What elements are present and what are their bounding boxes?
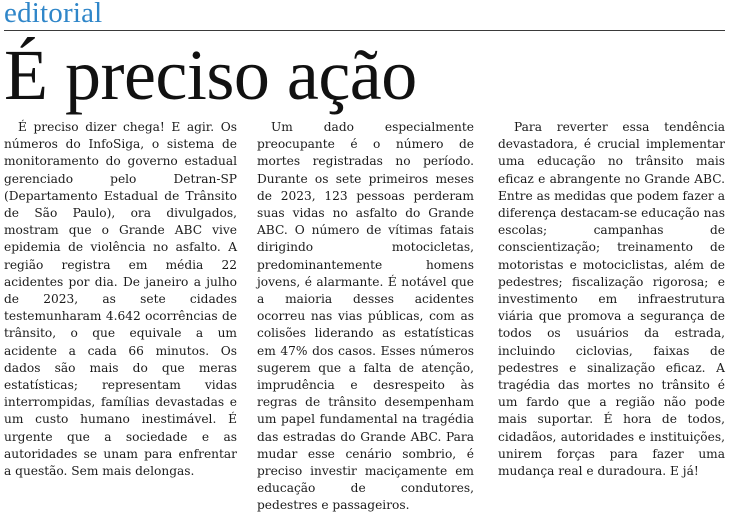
- article-column-3: [498, 119, 725, 479]
- column-paragraph: Para reverter essa tendência devastadora, é crucial implementar uma educação no trânsito mais eficaz e abrangente no Grande ABC. Entre as medidas que podem fazer a diferença destacam-se educação nas escolas; campanhas de conscientização; treinamento de motoristas e motociclistas, além de pedestres; fiscalização rigorosa; e investimento em infraestrutura viária que promova a segurança de todos os usuários da estrada, incluindo ciclovias, faixas de pedestres e sinalização eficaz. A tragédia das mortes no trânsito é um fardo que a região não pode mais suportar. É hora de todos, cidadãos, autoridades e instituições, unirem forças para fazer uma mudança real e duradoura. E já!: [498, 120, 725, 479]
- headline: É preciso ação: [4, 35, 417, 115]
- article-column-1: [4, 119, 237, 479]
- section-divider: [4, 30, 725, 31]
- section-label: editorial: [4, 0, 103, 29]
- column-paragraph: É preciso dizer chega! E agir. Os números do InfoSiga, o sistema de monitoramento do governo estadual gerenciado pelo Detran-SP (Departamento Estadual de Trânsito de São Paulo), ora divulgados, mostram que o Grande ABC vive epidemia de violência no asfalto. A região registra em média 22 acidentes por dia. De janeiro a julho de 2023, as sete cidades testemunharam 4.642 ocorrências de trânsito, o que equivale a um acidente a cada 66 minutos. Os dados são mais do que meras estatísticas; representam vidas interrompidas, famílias devastadas e um custo humano inestimável. É urgente que a sociedade e as autoridades se unam para enfrentar a questão. Sem mais delongas.: [4, 120, 237, 479]
- column-paragraph: Um dado especialmente preocupante é o número de mortes registradas no período. Durante os sete primeiros meses de 2023, 123 pessoas perderam suas vidas no asfalto do Grande ABC. O número de vítimas fatais dirigindo motocicletas, predominantemente homens jovens, é alarmante. É notável que a maioria desses acidentes ocorreu nas vias públicas, com as colisões liderando as estatísticas em 47% dos casos. Esses números sugerem que a falta de atenção, imprudência e desrespeito às regras de trânsito desempenham um papel fundamental na tragédia das estradas do Grande ABC. Para mudar esse cenário sombrio, é preciso investir maciçamente em educação de condutores, pedestres e passageiros.: [257, 120, 474, 513]
- article-column-2: [257, 119, 474, 513]
